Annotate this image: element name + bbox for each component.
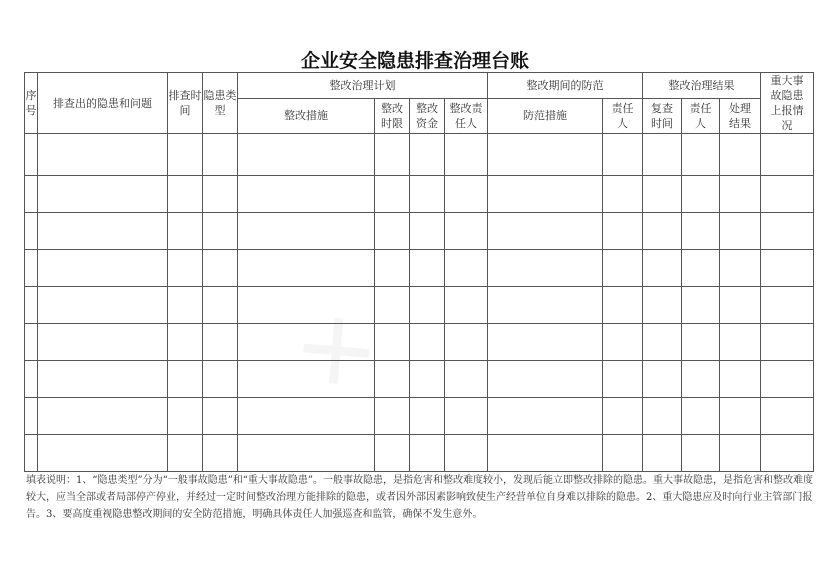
table-cell[interactable] <box>410 287 445 324</box>
table-cell[interactable] <box>168 213 203 250</box>
table-cell[interactable] <box>488 134 603 176</box>
header-prevent-group: 整改期间的防范 <box>488 73 643 99</box>
table-cell[interactable] <box>375 324 410 361</box>
table-cell[interactable] <box>720 435 761 472</box>
table-cell[interactable] <box>38 435 168 472</box>
fill-instructions: 填表说明：1、“隐患类型”分为“一般事故隐患”和“重大事故隐患”。一般事故隐患，是指危害和整改难度较小，发现后能立即整改排除的隐患。重大事故隐患，是指危害和整改难度较大，应当全部或者局部停产停业，并经过一定时间整改治理方能排除的隐患，或者因外部因素影响致使生产经营单位自身难以排除的隐患。2、重大隐患应及时向行业主管部门报告。3、要高度重视隐患整改期间的安全防范措施，明确具体责任人加强巡查和监管，确保不发生意外。 <box>26 475 814 520</box>
table-cell[interactable] <box>168 287 203 324</box>
table-cell[interactable] <box>38 287 168 324</box>
table-cell[interactable] <box>488 324 603 361</box>
table-cell[interactable] <box>603 287 643 324</box>
header-plan-measures: 整改措施 <box>238 98 375 133</box>
table-row <box>25 398 814 435</box>
table-cell[interactable] <box>488 287 603 324</box>
table-cell[interactable] <box>25 324 38 361</box>
table-cell[interactable] <box>410 176 445 213</box>
table-cell[interactable] <box>761 324 814 361</box>
table-cell[interactable] <box>682 324 720 361</box>
table-cell[interactable] <box>488 250 603 287</box>
table-cell[interactable] <box>38 250 168 287</box>
table-cell[interactable] <box>682 176 720 213</box>
table-cell[interactable] <box>488 213 603 250</box>
table-cell[interactable] <box>238 213 375 250</box>
table-cell[interactable] <box>410 213 445 250</box>
header-seq: 序号 <box>25 73 38 134</box>
table-cell[interactable] <box>761 250 814 287</box>
table-cell[interactable] <box>643 361 682 398</box>
table-cell[interactable] <box>168 324 203 361</box>
table-cell[interactable] <box>643 287 682 324</box>
table-cell[interactable] <box>603 176 643 213</box>
table-cell[interactable] <box>761 398 814 435</box>
table-cell[interactable] <box>761 361 814 398</box>
header-prevent-person: 责任人 <box>603 98 643 133</box>
table-cell[interactable] <box>25 213 38 250</box>
table-cell[interactable] <box>38 134 168 176</box>
header-plan-funds: 整改资金 <box>410 98 445 133</box>
table-row <box>25 134 814 176</box>
table-cell[interactable] <box>168 435 203 472</box>
table-row <box>25 361 814 398</box>
header-plan-group: 整改治理计划 <box>238 73 488 99</box>
table-cell[interactable] <box>720 176 761 213</box>
table-cell[interactable] <box>238 134 375 176</box>
table-cell[interactable] <box>682 435 720 472</box>
table-cell[interactable] <box>238 287 375 324</box>
table-cell[interactable] <box>25 250 38 287</box>
table-cell[interactable] <box>38 324 168 361</box>
table-cell[interactable] <box>410 361 445 398</box>
header-major-report: 重大事故隐患上报情况 <box>761 73 814 134</box>
table-cell[interactable] <box>720 287 761 324</box>
table-cell[interactable] <box>445 435 488 472</box>
table-cell[interactable] <box>643 435 682 472</box>
table-cell[interactable] <box>488 398 603 435</box>
table-cell[interactable] <box>720 361 761 398</box>
table-cell[interactable] <box>25 287 38 324</box>
table-cell[interactable] <box>375 435 410 472</box>
table-row <box>25 287 814 324</box>
table-cell[interactable] <box>761 435 814 472</box>
table-cell[interactable] <box>203 398 238 435</box>
table-cell[interactable] <box>38 361 168 398</box>
table-cell[interactable] <box>203 287 238 324</box>
table-cell[interactable] <box>643 134 682 176</box>
table-cell[interactable] <box>25 134 38 176</box>
header-issue: 排查出的隐患和问题 <box>38 73 168 134</box>
table-cell[interactable] <box>410 398 445 435</box>
table-cell[interactable] <box>410 134 445 176</box>
table-cell[interactable] <box>603 435 643 472</box>
table-cell[interactable] <box>203 250 238 287</box>
table-cell[interactable] <box>603 361 643 398</box>
table-cell[interactable] <box>682 213 720 250</box>
table-row <box>25 176 814 213</box>
header-result-outcome: 处理结果 <box>720 98 761 133</box>
table-cell[interactable] <box>720 134 761 176</box>
table-cell[interactable] <box>375 134 410 176</box>
table-cell[interactable] <box>168 398 203 435</box>
table-row <box>25 435 814 472</box>
table-cell[interactable] <box>410 324 445 361</box>
table-row <box>25 250 814 287</box>
page-title: 企业安全隐患排查治理台账 <box>300 50 529 72</box>
table-cell[interactable] <box>761 134 814 176</box>
header-result-group: 整改治理结果 <box>643 73 761 99</box>
table-cell[interactable] <box>375 287 410 324</box>
table-cell[interactable] <box>410 435 445 472</box>
table-cell[interactable] <box>682 250 720 287</box>
table-cell[interactable] <box>643 213 682 250</box>
table-cell[interactable] <box>445 213 488 250</box>
table-cell[interactable] <box>238 176 375 213</box>
table-cell[interactable] <box>603 398 643 435</box>
table-cell[interactable] <box>238 250 375 287</box>
table-cell[interactable] <box>168 250 203 287</box>
table-cell[interactable] <box>761 213 814 250</box>
table-cell[interactable] <box>38 213 168 250</box>
table-cell[interactable] <box>603 324 643 361</box>
table-cell[interactable] <box>603 250 643 287</box>
table-cell[interactable] <box>488 176 603 213</box>
table-cell[interactable] <box>445 134 488 176</box>
table-row <box>25 324 814 361</box>
table-cell[interactable] <box>682 398 720 435</box>
table-cell[interactable] <box>375 361 410 398</box>
table-cell[interactable] <box>203 324 238 361</box>
table-cell[interactable] <box>203 134 238 176</box>
table-cell[interactable] <box>375 398 410 435</box>
header-check-time: 排查时间 <box>168 73 203 134</box>
table-cell[interactable] <box>445 361 488 398</box>
table-cell[interactable] <box>643 324 682 361</box>
header-review-time: 复查时间 <box>643 98 682 133</box>
table-cell[interactable] <box>720 250 761 287</box>
table-cell[interactable] <box>761 287 814 324</box>
table-cell[interactable] <box>25 435 38 472</box>
table-cell[interactable] <box>720 213 761 250</box>
header-plan-person: 整改责任人 <box>445 98 488 133</box>
header-hazard-type: 隐患类型 <box>203 73 238 134</box>
table-cell[interactable] <box>38 398 168 435</box>
table-cell[interactable] <box>643 250 682 287</box>
table-cell[interactable] <box>375 213 410 250</box>
table-cell[interactable] <box>488 361 603 398</box>
table-cell[interactable] <box>603 213 643 250</box>
table-cell[interactable] <box>445 398 488 435</box>
table-cell[interactable] <box>203 435 238 472</box>
table-cell[interactable] <box>203 361 238 398</box>
header-prevent-measures: 防范措施 <box>488 98 603 133</box>
table-cell[interactable] <box>720 324 761 361</box>
table-cell[interactable] <box>168 361 203 398</box>
table-cell[interactable] <box>445 176 488 213</box>
table-cell[interactable] <box>38 176 168 213</box>
table-cell[interactable] <box>682 287 720 324</box>
table-cell[interactable] <box>410 250 445 287</box>
hazard-ledger-table <box>24 72 814 472</box>
table-cell[interactable] <box>168 176 203 213</box>
table-cell[interactable] <box>445 324 488 361</box>
table-cell[interactable] <box>203 176 238 213</box>
table-cell[interactable] <box>25 176 38 213</box>
table-cell[interactable] <box>168 134 203 176</box>
table-cell[interactable] <box>25 398 38 435</box>
table-cell[interactable] <box>488 435 603 472</box>
table-cell[interactable] <box>761 176 814 213</box>
table-cell[interactable] <box>238 324 375 361</box>
table-cell[interactable] <box>445 287 488 324</box>
table-cell[interactable] <box>375 176 410 213</box>
table-cell[interactable] <box>203 213 238 250</box>
table-cell[interactable] <box>643 176 682 213</box>
header-plan-deadline: 整改时限 <box>375 98 410 133</box>
table-cell[interactable] <box>238 435 375 472</box>
table-cell[interactable] <box>445 250 488 287</box>
table-cell[interactable] <box>603 134 643 176</box>
table-row <box>25 213 814 250</box>
table-cell[interactable] <box>238 398 375 435</box>
table-cell[interactable] <box>25 361 38 398</box>
table-cell[interactable] <box>682 134 720 176</box>
table-cell[interactable] <box>643 398 682 435</box>
table-cell[interactable] <box>375 250 410 287</box>
table-cell[interactable] <box>238 361 375 398</box>
header-result-person: 责任人 <box>682 98 720 133</box>
table-cell[interactable] <box>682 361 720 398</box>
table-cell[interactable] <box>720 398 761 435</box>
